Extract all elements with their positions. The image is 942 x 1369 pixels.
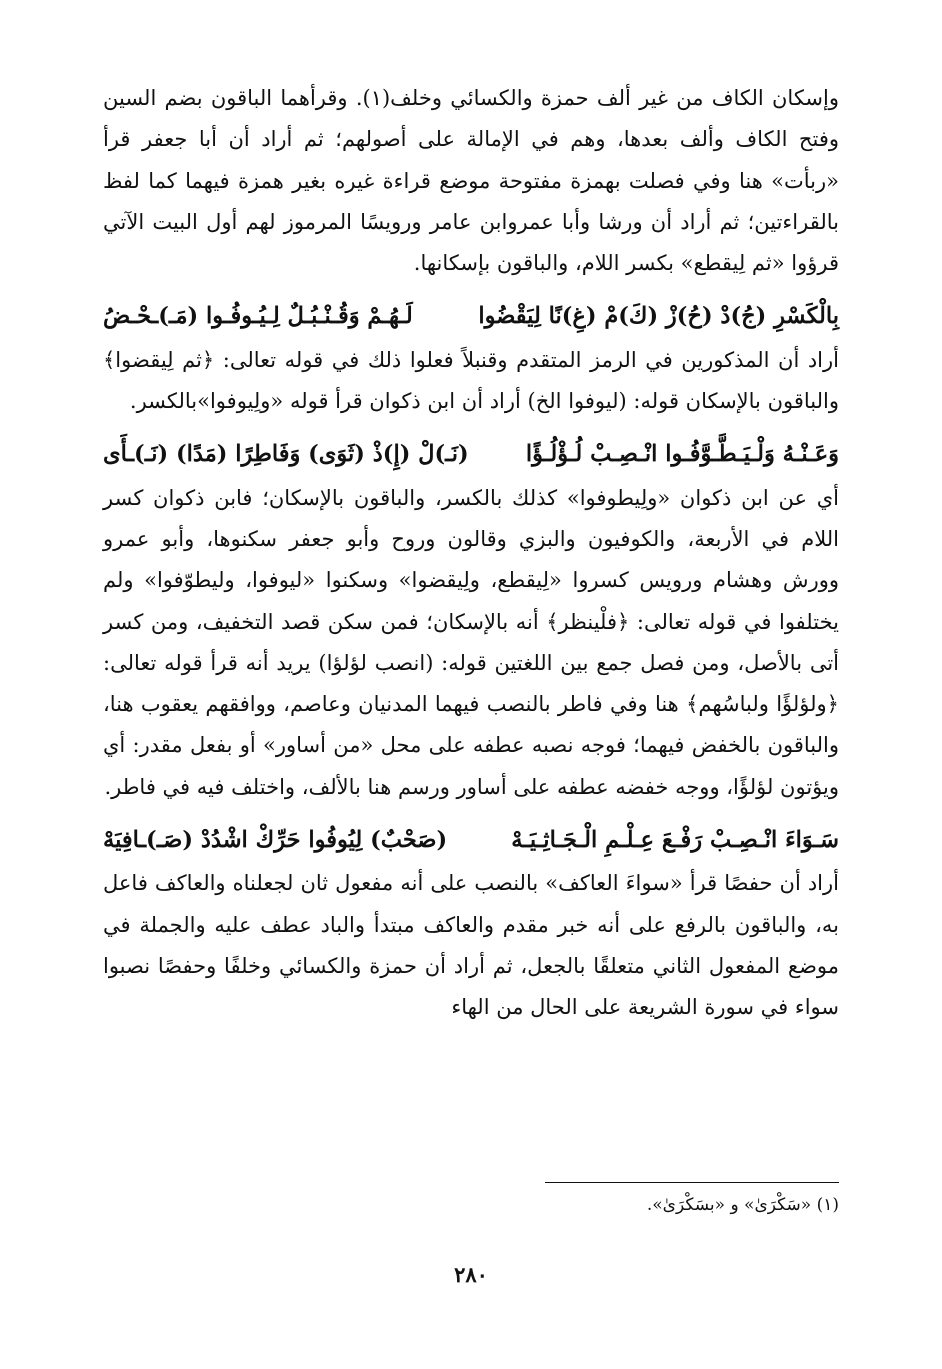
page-number: ٢٨٠ bbox=[454, 1262, 488, 1287]
verse-3-second-hemistich: (صَحْبٌ) لِيُوفُوا حَرِّكْ اشْدُدْ (صَـ)ـافِيَهْ bbox=[103, 827, 448, 854]
verse-line-1 bbox=[103, 296, 839, 337]
paragraph-2: أراد أن المذكورين في الرمز المتقدم وقنبلاً فعلوا ذلك في قوله تعالى: ﴿ثم لِيقضوا﴾ والباقون بالإسكان قوله: (ليوفوا الخ) أراد أن ابن ذكوان قرأ قوله «ولِيوفوا»بالكسر. bbox=[103, 347, 839, 414]
footnote-divider bbox=[545, 1182, 839, 1183]
verse-2-second-hemistich: (نَـ)لْ (إِ)ذْ (ثَوَى) وَفَاطِرًا (مَدًا) (نَـ)ـأَى bbox=[103, 441, 469, 468]
verse-line-3 bbox=[103, 820, 839, 861]
paragraph-4: أراد أن حفصًا قرأ «سواءَ العاكف» بالنصب على أنه مفعول ثان لجعلناه والعاكف فاعل به، والباقون بالرفع على أنه خبر مقدم والعاكف مبتدأ والباد عطف عليه والجملة في موضع المفعول الثاني متعلقًا بالجعل، ثم أراد أن حمزة والكسائي وخلفًا وحفصًا نصبوا سواء في سورة الشريعة على الحال من الهاء bbox=[103, 871, 839, 1020]
verse-line-2 bbox=[103, 434, 839, 475]
page-body bbox=[103, 78, 839, 1029]
verse-2-first-hemistich: وَعَـنْـهُ وَلْـيَـطَّـوَّفُـوا انْـصِـبْ لُـؤْلُـؤًا bbox=[525, 441, 839, 468]
verse-1-second-hemistich: لَـهُـمْ وَقُـنْـبُـلٌ لِـيُـوفُـوا (مَـ)ـحْـضُ bbox=[103, 303, 413, 330]
verse-1-first-hemistich: بِالْكَسْرِ (جُ)دْ (حُ)زْ (كَ)مْ (غِ)نًا لِيَقْضُوا bbox=[478, 303, 839, 330]
footnote: (١) «سَكْرَىٰ» و «بسَكْرَىٰ». bbox=[646, 1195, 839, 1215]
paragraph-1: وإسكان الكاف من غير ألف حمزة والكسائي وخلف(١). وقرأهما الباقون بضم السين وفتح الكاف وألف بعدها، وهم في الإمالة على أصولهم؛ ثم أراد أن أبا جعفر قرأ «ربأت» هنا وفي فصلت بهمزة مفتوحة موضع قراءة غيره بغير همزة فيهما كما لفظ بالقراءتين؛ ثم أراد أن ورشا وأبا عمروابن عامر ورويسًا المرموز لهم أول البيت الآتي قرؤوا «ثم لِيقطع» بكسر اللام، والباقون بإسكانها. bbox=[103, 86, 839, 276]
paragraph-3: أي عن ابن ذكوان «ولِيطوفوا» كذلك بالكسر، والباقون بالإسكان؛ فابن ذكوان كسر اللام في الأربعة، والكوفيون والبزي وقالون وروح وأبو جعفر سكنوها، وأبو عمرو وورش وهشام ورويس كسروا «لِيقطع، ولِيقضوا» وسكنوا «ليوفوا، وليطوّفوا» ولم يختلفوا في قوله تعالى: ﴿فلْينظر﴾ أنه بالإسكان؛ فمن سكن قصد التخفيف، ومن كسر أتى بالأصل، ومن فصل جمع بين اللغتين قوله: (انصب لؤلؤا) يريد أنه قرأ قوله تعالى: ﴿ولؤلؤًا ولباسُهم﴾ هنا وفي فاطر بالنصب فيهما المدنيان وعاصم، ووافقهم يعقوب هنا، والباقون بالخفض فيهما؛ فوجه نصبه عطفه على محل «من أساور» أو بفعل مقدر: أي ويؤتون لؤلؤًا، ووجه خفضه عطفه على أساور ورسم هنا بالألف، واختلف فيه في فاطر. bbox=[103, 485, 839, 799]
verse-3-first-hemistich: سَـوَاءَ انْـصِـبْ رَفْـعَ عِـلْـمِ الْـجَـاثِـيَـهْ bbox=[511, 827, 839, 854]
